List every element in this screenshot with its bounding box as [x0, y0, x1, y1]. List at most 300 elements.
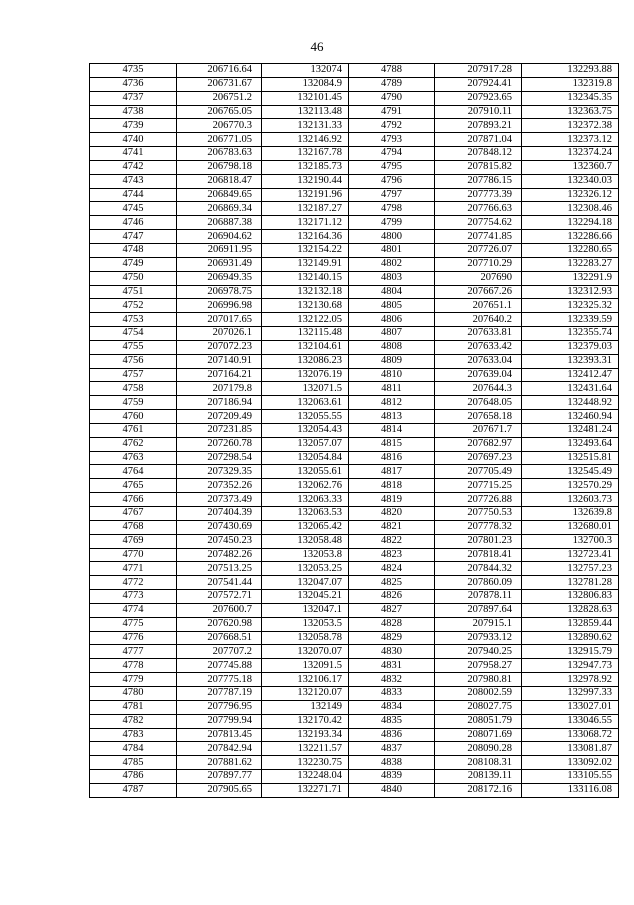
point-number-right: 4824 [349, 562, 435, 576]
point-number-left: 4755 [90, 340, 177, 354]
point-number-right: 4803 [349, 271, 435, 285]
table-row [90, 714, 619, 728]
table-row [90, 659, 619, 673]
table-row [90, 91, 619, 105]
table-row [90, 548, 619, 562]
table-row [90, 700, 619, 714]
y-coordinate-left: 132076.19 [262, 368, 349, 382]
y-coordinate-left: 132058.48 [262, 534, 349, 548]
table-row [90, 603, 619, 617]
table-row [90, 313, 619, 327]
x-coordinate-right: 207878.11 [435, 590, 522, 604]
y-coordinate-right: 132326.12 [522, 188, 619, 202]
point-number-right: 4806 [349, 313, 435, 327]
x-coordinate-left: 207787.19 [177, 686, 262, 700]
x-coordinate-left: 207842.94 [177, 742, 262, 756]
x-coordinate-left: 207450.23 [177, 534, 262, 548]
x-coordinate-left: 207352.26 [177, 479, 262, 493]
y-coordinate-left: 132063.61 [262, 396, 349, 410]
point-number-right: 4818 [349, 479, 435, 493]
x-coordinate-left: 207897.77 [177, 770, 262, 784]
y-coordinate-right: 133092.02 [522, 756, 619, 770]
table-row [90, 354, 619, 368]
point-number-right: 4792 [349, 119, 435, 133]
y-coordinate-left: 132122.05 [262, 313, 349, 327]
y-coordinate-right: 132448.92 [522, 396, 619, 410]
point-number-left: 4771 [90, 562, 177, 576]
y-coordinate-left: 132170.42 [262, 714, 349, 728]
x-coordinate-right: 207915.1 [435, 617, 522, 631]
x-coordinate-right: 207633.04 [435, 354, 522, 368]
point-number-left: 4751 [90, 285, 177, 299]
y-coordinate-right: 132308.46 [522, 202, 619, 216]
x-coordinate-left: 207260.78 [177, 437, 262, 451]
x-coordinate-left: 207813.45 [177, 728, 262, 742]
x-coordinate-left: 207072.23 [177, 340, 262, 354]
x-coordinate-right: 207682.97 [435, 437, 522, 451]
point-number-right: 4807 [349, 327, 435, 341]
y-coordinate-right: 132978.92 [522, 673, 619, 687]
point-number-left: 4750 [90, 271, 177, 285]
x-coordinate-right: 207773.39 [435, 188, 522, 202]
y-coordinate-right: 132493.64 [522, 437, 619, 451]
point-number-right: 4836 [349, 728, 435, 742]
x-coordinate-right: 207933.12 [435, 631, 522, 645]
y-coordinate-left: 132045.21 [262, 590, 349, 604]
point-number-right: 4795 [349, 160, 435, 174]
y-coordinate-left: 132106.17 [262, 673, 349, 687]
y-coordinate-left: 132055.55 [262, 410, 349, 424]
point-number-right: 4822 [349, 534, 435, 548]
x-coordinate-right: 207710.29 [435, 257, 522, 271]
y-coordinate-left: 132154.22 [262, 243, 349, 257]
table-row [90, 257, 619, 271]
point-number-right: 4800 [349, 230, 435, 244]
y-coordinate-left: 132132.18 [262, 285, 349, 299]
y-coordinate-right: 132374.24 [522, 147, 619, 161]
x-coordinate-right: 208027.75 [435, 700, 522, 714]
y-coordinate-left: 132149.91 [262, 257, 349, 271]
point-number-left: 4776 [90, 631, 177, 645]
point-number-right: 4816 [349, 451, 435, 465]
point-number-left: 4746 [90, 216, 177, 230]
x-coordinate-right: 207726.88 [435, 493, 522, 507]
point-number-left: 4760 [90, 410, 177, 424]
x-coordinate-right: 208051.79 [435, 714, 522, 728]
x-coordinate-right: 207801.23 [435, 534, 522, 548]
x-coordinate-right: 207705.49 [435, 465, 522, 479]
y-coordinate-right: 132360.7 [522, 160, 619, 174]
point-number-right: 4812 [349, 396, 435, 410]
point-number-right: 4837 [349, 742, 435, 756]
y-coordinate-left: 132058.78 [262, 631, 349, 645]
y-coordinate-right: 132345.35 [522, 91, 619, 105]
point-number-left: 4775 [90, 617, 177, 631]
table-row [90, 728, 619, 742]
x-coordinate-right: 207633.42 [435, 340, 522, 354]
table-row [90, 520, 619, 534]
x-coordinate-left: 207600.7 [177, 603, 262, 617]
x-coordinate-left: 207799.94 [177, 714, 262, 728]
y-coordinate-left: 132053.8 [262, 548, 349, 562]
point-number-left: 4756 [90, 354, 177, 368]
table-row [90, 174, 619, 188]
x-coordinate-right: 207980.81 [435, 673, 522, 687]
table-row [90, 368, 619, 382]
table-row [90, 105, 619, 119]
y-coordinate-right: 132680.01 [522, 520, 619, 534]
x-coordinate-left: 206765.05 [177, 105, 262, 119]
point-number-right: 4813 [349, 410, 435, 424]
y-coordinate-left: 132104.61 [262, 340, 349, 354]
point-number-right: 4833 [349, 686, 435, 700]
table-row [90, 119, 619, 133]
x-coordinate-right: 207633.81 [435, 327, 522, 341]
point-number-right: 4819 [349, 493, 435, 507]
point-number-left: 4770 [90, 548, 177, 562]
y-coordinate-left: 132054.43 [262, 423, 349, 437]
point-number-left: 4765 [90, 479, 177, 493]
y-coordinate-left: 132047.1 [262, 603, 349, 617]
y-coordinate-left: 132187.27 [262, 202, 349, 216]
point-number-left: 4773 [90, 590, 177, 604]
point-number-right: 4811 [349, 382, 435, 396]
table-row [90, 437, 619, 451]
x-coordinate-left: 206949.35 [177, 271, 262, 285]
y-coordinate-right: 132283.27 [522, 257, 619, 271]
x-coordinate-left: 207905.65 [177, 783, 262, 797]
x-coordinate-right: 207815.82 [435, 160, 522, 174]
x-coordinate-right: 208090.28 [435, 742, 522, 756]
table-row [90, 465, 619, 479]
table-row [90, 216, 619, 230]
y-coordinate-left: 132101.45 [262, 91, 349, 105]
point-number-left: 4741 [90, 147, 177, 161]
x-coordinate-right: 207750.53 [435, 507, 522, 521]
point-number-left: 4763 [90, 451, 177, 465]
y-coordinate-left: 132140.15 [262, 271, 349, 285]
x-coordinate-left: 207329.35 [177, 465, 262, 479]
x-coordinate-left: 206849.65 [177, 188, 262, 202]
x-coordinate-right: 208002.59 [435, 686, 522, 700]
point-number-right: 4828 [349, 617, 435, 631]
table-row [90, 493, 619, 507]
y-coordinate-right: 132828.63 [522, 603, 619, 617]
table-row [90, 507, 619, 521]
x-coordinate-left: 207620.98 [177, 617, 262, 631]
y-coordinate-left: 132146.92 [262, 133, 349, 147]
y-coordinate-right: 133068.72 [522, 728, 619, 742]
y-coordinate-right: 132412.47 [522, 368, 619, 382]
y-coordinate-right: 132806.83 [522, 590, 619, 604]
point-number-left: 4744 [90, 188, 177, 202]
x-coordinate-right: 207754.62 [435, 216, 522, 230]
table-row [90, 576, 619, 590]
page-number: 46 [310, 39, 324, 54]
y-coordinate-left: 132167.78 [262, 147, 349, 161]
point-number-left: 4768 [90, 520, 177, 534]
x-coordinate-left: 207404.39 [177, 507, 262, 521]
x-coordinate-left: 207017.65 [177, 313, 262, 327]
x-coordinate-left: 207541.44 [177, 576, 262, 590]
x-coordinate-left: 206887.38 [177, 216, 262, 230]
table-row [90, 631, 619, 645]
y-coordinate-left: 132113.48 [262, 105, 349, 119]
y-coordinate-right: 132280.65 [522, 243, 619, 257]
y-coordinate-left: 132047.07 [262, 576, 349, 590]
x-coordinate-left: 207572.71 [177, 590, 262, 604]
y-coordinate-right: 132859.44 [522, 617, 619, 631]
point-number-left: 4783 [90, 728, 177, 742]
point-number-right: 4794 [349, 147, 435, 161]
y-coordinate-left: 132091.5 [262, 659, 349, 673]
x-coordinate-left: 207209.49 [177, 410, 262, 424]
y-coordinate-right: 133105.55 [522, 770, 619, 784]
table-row [90, 590, 619, 604]
point-number-left: 4743 [90, 174, 177, 188]
point-number-right: 4829 [349, 631, 435, 645]
x-coordinate-right: 207848.12 [435, 147, 522, 161]
y-coordinate-right: 132379.03 [522, 340, 619, 354]
y-coordinate-right: 132890.62 [522, 631, 619, 645]
y-coordinate-left: 132054.84 [262, 451, 349, 465]
point-number-left: 4784 [90, 742, 177, 756]
x-coordinate-left: 207775.18 [177, 673, 262, 687]
y-coordinate-right: 132340.03 [522, 174, 619, 188]
y-coordinate-right: 132291.9 [522, 271, 619, 285]
y-coordinate-left: 132071.5 [262, 382, 349, 396]
x-coordinate-left: 206770.3 [177, 119, 262, 133]
y-coordinate-left: 132070.07 [262, 645, 349, 659]
x-coordinate-left: 206716.64 [177, 64, 262, 78]
x-coordinate-left: 206996.98 [177, 299, 262, 313]
x-coordinate-right: 207648.05 [435, 396, 522, 410]
y-coordinate-right: 132286.66 [522, 230, 619, 244]
point-number-right: 4808 [349, 340, 435, 354]
x-coordinate-right: 207651.1 [435, 299, 522, 313]
point-number-right: 4805 [349, 299, 435, 313]
table-row [90, 645, 619, 659]
table-row [90, 783, 619, 797]
point-number-left: 4757 [90, 368, 177, 382]
point-number-right: 4839 [349, 770, 435, 784]
y-coordinate-left: 132271.71 [262, 783, 349, 797]
point-number-left: 4777 [90, 645, 177, 659]
x-coordinate-left: 207186.94 [177, 396, 262, 410]
table-row [90, 77, 619, 91]
x-coordinate-right: 207923.65 [435, 91, 522, 105]
x-coordinate-right: 208108.31 [435, 756, 522, 770]
y-coordinate-right: 132373.12 [522, 133, 619, 147]
point-number-right: 4834 [349, 700, 435, 714]
y-coordinate-left: 132053.5 [262, 617, 349, 631]
x-coordinate-left: 206931.49 [177, 257, 262, 271]
y-coordinate-left: 132131.33 [262, 119, 349, 133]
point-number-right: 4830 [349, 645, 435, 659]
y-coordinate-left: 132063.53 [262, 507, 349, 521]
y-coordinate-left: 132211.57 [262, 742, 349, 756]
point-number-right: 4790 [349, 91, 435, 105]
y-coordinate-left: 132086.23 [262, 354, 349, 368]
y-coordinate-right: 132319.8 [522, 77, 619, 91]
table-row [90, 396, 619, 410]
x-coordinate-left: 207430.69 [177, 520, 262, 534]
table-row [90, 770, 619, 784]
x-coordinate-left: 206818.47 [177, 174, 262, 188]
x-coordinate-right: 207818.41 [435, 548, 522, 562]
x-coordinate-left: 206798.18 [177, 160, 262, 174]
point-number-right: 4791 [349, 105, 435, 119]
y-coordinate-right: 132639.8 [522, 507, 619, 521]
point-number-right: 4832 [349, 673, 435, 687]
y-coordinate-right: 132947.73 [522, 659, 619, 673]
point-number-right: 4821 [349, 520, 435, 534]
point-number-right: 4788 [349, 64, 435, 78]
point-number-left: 4774 [90, 603, 177, 617]
x-coordinate-left: 207513.25 [177, 562, 262, 576]
y-coordinate-left: 132063.33 [262, 493, 349, 507]
x-coordinate-right: 207778.32 [435, 520, 522, 534]
y-coordinate-left: 132115.48 [262, 327, 349, 341]
x-coordinate-left: 207298.54 [177, 451, 262, 465]
point-number-left: 4738 [90, 105, 177, 119]
point-number-left: 4749 [90, 257, 177, 271]
y-coordinate-right: 132481.24 [522, 423, 619, 437]
x-coordinate-left: 207373.49 [177, 493, 262, 507]
x-coordinate-right: 207697.23 [435, 451, 522, 465]
point-number-right: 4814 [349, 423, 435, 437]
point-number-left: 4742 [90, 160, 177, 174]
x-coordinate-right: 207667.26 [435, 285, 522, 299]
x-coordinate-left: 207179.8 [177, 382, 262, 396]
point-number-left: 4779 [90, 673, 177, 687]
table-row [90, 327, 619, 341]
point-number-left: 4759 [90, 396, 177, 410]
point-number-left: 4737 [90, 91, 177, 105]
point-number-left: 4767 [90, 507, 177, 521]
point-number-left: 4736 [90, 77, 177, 91]
x-coordinate-right: 207897.64 [435, 603, 522, 617]
x-coordinate-right: 207893.21 [435, 119, 522, 133]
y-coordinate-right: 132325.32 [522, 299, 619, 313]
x-coordinate-left: 206904.62 [177, 230, 262, 244]
x-coordinate-right: 207940.25 [435, 645, 522, 659]
point-number-right: 4809 [349, 354, 435, 368]
x-coordinate-left: 207881.62 [177, 756, 262, 770]
table-row [90, 271, 619, 285]
x-coordinate-right: 207917.28 [435, 64, 522, 78]
point-number-right: 4817 [349, 465, 435, 479]
y-coordinate-right: 133046.55 [522, 714, 619, 728]
x-coordinate-right: 207741.85 [435, 230, 522, 244]
y-coordinate-left: 132191.96 [262, 188, 349, 202]
x-coordinate-left: 207482.26 [177, 548, 262, 562]
x-coordinate-left: 206869.34 [177, 202, 262, 216]
x-coordinate-left: 207707.2 [177, 645, 262, 659]
y-coordinate-right: 133116.08 [522, 783, 619, 797]
table-row [90, 673, 619, 687]
x-coordinate-left: 206783.63 [177, 147, 262, 161]
point-number-left: 4745 [90, 202, 177, 216]
x-coordinate-right: 207871.04 [435, 133, 522, 147]
point-number-left: 4758 [90, 382, 177, 396]
y-coordinate-right: 133027.01 [522, 700, 619, 714]
y-coordinate-left: 132248.04 [262, 770, 349, 784]
point-number-left: 4761 [90, 423, 177, 437]
point-number-right: 4797 [349, 188, 435, 202]
point-number-left: 4764 [90, 465, 177, 479]
y-coordinate-left: 132130.68 [262, 299, 349, 313]
y-coordinate-left: 132190.44 [262, 174, 349, 188]
y-coordinate-left: 132149 [262, 700, 349, 714]
y-coordinate-right: 132515.81 [522, 451, 619, 465]
table-row [90, 562, 619, 576]
x-coordinate-right: 207726.07 [435, 243, 522, 257]
x-coordinate-right: 208071.69 [435, 728, 522, 742]
y-coordinate-left: 132164.36 [262, 230, 349, 244]
y-coordinate-left: 132055.61 [262, 465, 349, 479]
table-row [90, 133, 619, 147]
table-row [90, 617, 619, 631]
x-coordinate-left: 206731.67 [177, 77, 262, 91]
point-number-right: 4838 [349, 756, 435, 770]
x-coordinate-left: 206751.2 [177, 91, 262, 105]
point-number-right: 4789 [349, 77, 435, 91]
y-coordinate-right: 132700.3 [522, 534, 619, 548]
x-coordinate-right: 207658.18 [435, 410, 522, 424]
point-number-right: 4796 [349, 174, 435, 188]
y-coordinate-right: 132293.88 [522, 64, 619, 78]
y-coordinate-left: 132120.07 [262, 686, 349, 700]
x-coordinate-right: 207860.09 [435, 576, 522, 590]
point-number-right: 4810 [349, 368, 435, 382]
point-number-left: 4782 [90, 714, 177, 728]
y-coordinate-right: 132997.33 [522, 686, 619, 700]
x-coordinate-right: 208139.11 [435, 770, 522, 784]
y-coordinate-right: 132757.23 [522, 562, 619, 576]
x-coordinate-right: 208172.16 [435, 783, 522, 797]
point-number-right: 4815 [349, 437, 435, 451]
point-number-left: 4781 [90, 700, 177, 714]
point-number-left: 4778 [90, 659, 177, 673]
point-number-right: 4835 [349, 714, 435, 728]
x-coordinate-left: 206911.95 [177, 243, 262, 257]
y-coordinate-right: 133081.87 [522, 742, 619, 756]
point-number-left: 4740 [90, 133, 177, 147]
point-number-right: 4825 [349, 576, 435, 590]
y-coordinate-left: 132171.12 [262, 216, 349, 230]
point-number-left: 4748 [90, 243, 177, 257]
x-coordinate-left: 207164.21 [177, 368, 262, 382]
y-coordinate-left: 132065.42 [262, 520, 349, 534]
y-coordinate-right: 132312.93 [522, 285, 619, 299]
point-number-right: 4831 [349, 659, 435, 673]
x-coordinate-left: 207231.85 [177, 423, 262, 437]
point-number-right: 4827 [349, 603, 435, 617]
x-coordinate-right: 207671.7 [435, 423, 522, 437]
y-coordinate-right: 132372.38 [522, 119, 619, 133]
y-coordinate-right: 132431.64 [522, 382, 619, 396]
x-coordinate-left: 206978.75 [177, 285, 262, 299]
x-coordinate-right: 207844.32 [435, 562, 522, 576]
point-number-right: 4793 [349, 133, 435, 147]
y-coordinate-left: 132185.73 [262, 160, 349, 174]
table-row [90, 64, 619, 78]
point-number-left: 4735 [90, 64, 177, 78]
x-coordinate-right: 207958.27 [435, 659, 522, 673]
table-row [90, 686, 619, 700]
y-coordinate-right: 132460.94 [522, 410, 619, 424]
